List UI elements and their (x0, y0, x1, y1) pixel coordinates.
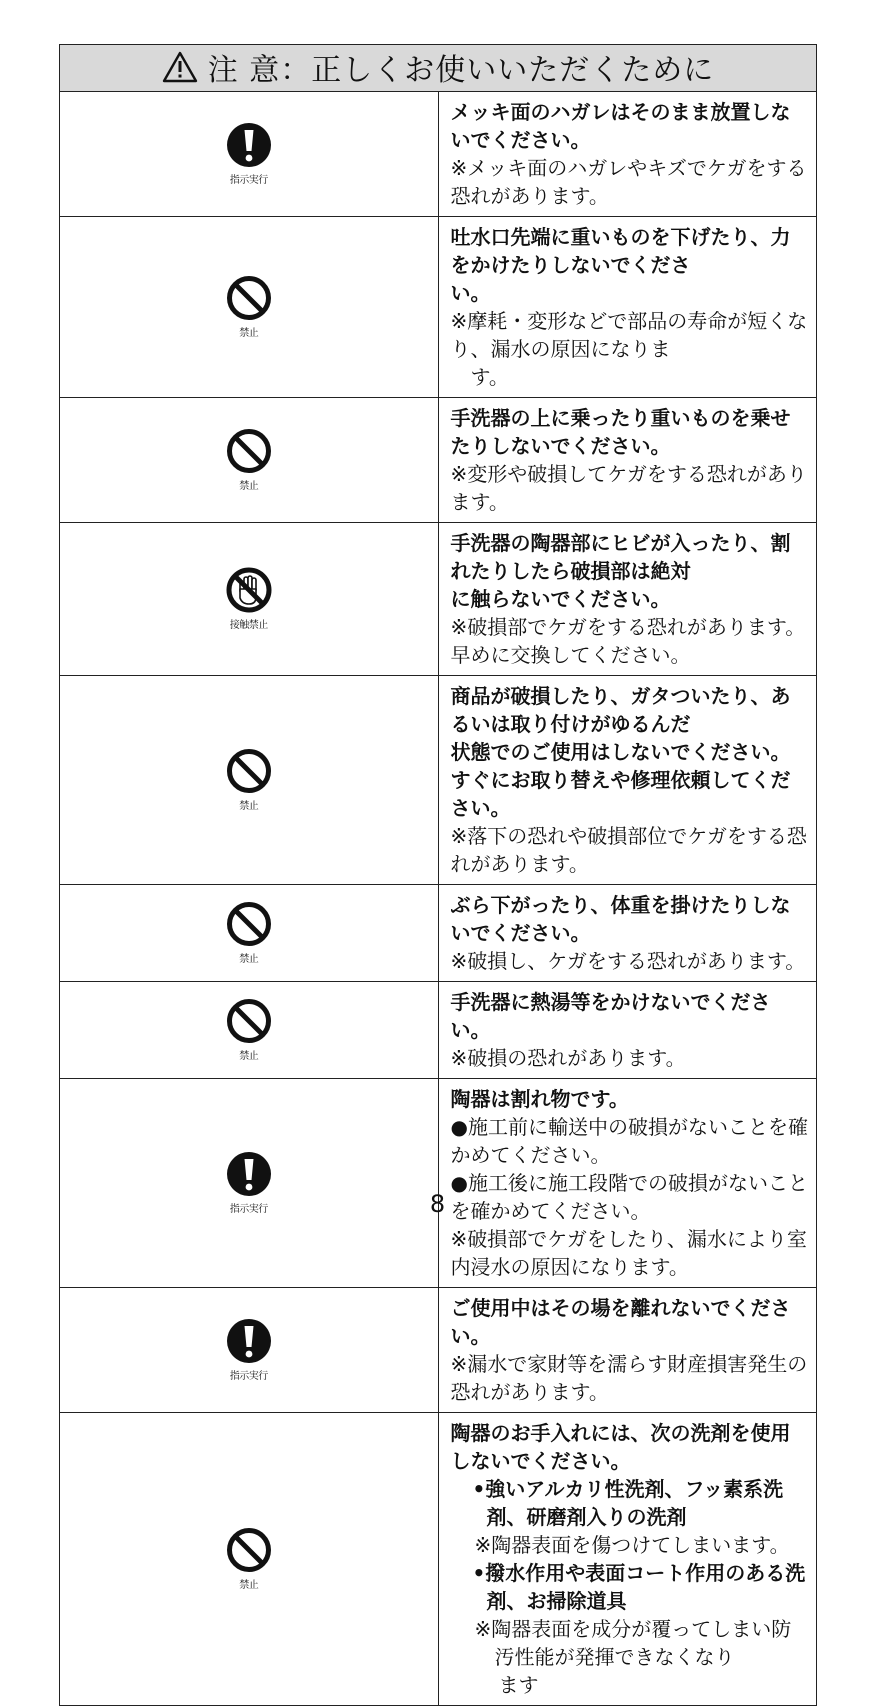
caution-row (60, 1288, 817, 1413)
warning-line: すぐにお取り替えや修理依頼してください。 (450, 768, 791, 820)
warning-line: 商品が破損したり、ガタついたり、あるいは取り付けがゆるんだ (450, 684, 791, 736)
icon-group (60, 748, 438, 812)
icon-label: 指示実行 (229, 1204, 268, 1215)
icon-cell (60, 676, 439, 885)
note-line: ※摩耗・変形などで部品の寿命が短くなり、漏水の原因になりま (450, 309, 808, 361)
detergent-note: ※陶器表面を成分が覆ってしまい防汚性能が発揮できなくなり (474, 1617, 792, 1669)
icon-cell (60, 885, 439, 982)
caution-row (60, 982, 817, 1079)
caution-row (60, 523, 817, 676)
prohibition-icon (226, 428, 272, 474)
icon-group (60, 1318, 438, 1382)
icon-label: 禁止 (239, 954, 259, 965)
detergent-note: ます (498, 1673, 539, 1697)
note-line: ※メッキ面のハガレやキズでケガをする恐れがあります。 (450, 156, 807, 208)
caution-sheet (59, 44, 817, 1706)
note-line: ●施工後に施工段階での破損がないことを確かめてください。 (450, 1171, 808, 1223)
icon-group (60, 275, 438, 339)
note-line: ※破損し、ケガをする恐れがあります。 (450, 949, 806, 973)
note-line: ※変形や破損してケガをする恐れがあります。 (450, 462, 807, 514)
icon-label: 禁止 (239, 328, 259, 339)
icon-label: 禁止 (239, 801, 259, 812)
caution-text-cell (438, 1288, 817, 1413)
icon-group (60, 428, 438, 492)
icon-cell (60, 217, 439, 398)
warning-line: 吐水口先端に重いものを下げたり、力をかけたりしないでくださ (450, 225, 791, 277)
icon-cell (60, 92, 439, 217)
icon-cell (60, 982, 439, 1079)
warning-line: メッキ面のハガレはそのまま放置しないでください。 (450, 100, 791, 152)
page-number: 8 (429, 1190, 446, 1218)
icon-group (60, 901, 438, 965)
caution-row (60, 217, 817, 398)
icon-cell (60, 1079, 439, 1288)
caution-text-cell (438, 92, 817, 217)
caution-row (60, 1079, 817, 1288)
caution-title: 注 意：正しくお使いいただくために (207, 53, 715, 88)
icon-label: 禁止 (239, 481, 259, 492)
caution-text-cell (438, 398, 817, 523)
caution-row (60, 1413, 817, 1706)
caution-table (59, 44, 817, 1706)
detergent-item: •撥水作用や表面コート作用のある洗剤、お掃除道具 (472, 1561, 806, 1613)
note-line: ※漏水で家財等を濡らす財産損害発生の恐れがあります。 (450, 1352, 808, 1404)
icon-label: 指示実行 (229, 1371, 268, 1382)
no-touch-icon (226, 567, 272, 613)
caution-text-cell (438, 1413, 817, 1706)
prohibition-icon (226, 748, 272, 794)
prohibition-icon (226, 901, 272, 947)
exclamation-mandatory-icon (226, 122, 272, 168)
note-line: ●施工前に輸送中の破損がないことを確かめてください。 (450, 1115, 808, 1167)
icon-group (60, 998, 438, 1062)
icon-group (60, 567, 438, 631)
note-line: ※落下の恐れや破損部位でケガをする恐れがあります。 (450, 824, 807, 876)
caution-row (60, 676, 817, 885)
icon-label: 禁止 (239, 1051, 259, 1062)
icon-group (60, 122, 438, 186)
warning-line: 状態でのご使用はしないでください。 (450, 740, 791, 764)
note-line: す。 (470, 365, 509, 389)
exclamation-mandatory-icon (226, 1318, 272, 1364)
detergent-item: •強いアルカリ性洗剤、フッ素系洗剤、研磨剤入りの洗剤 (472, 1477, 784, 1529)
warning-line: 手洗器に熱湯等をかけないでください。 (450, 990, 771, 1042)
warning-line: ぶら下がったり、体重を掛けたりしないでください。 (450, 893, 791, 945)
icon-label: 指示実行 (229, 175, 268, 186)
icon-cell (60, 523, 439, 676)
warning-line: 陶器は割れ物です。 (450, 1087, 629, 1111)
prohibition-icon (226, 275, 272, 321)
caution-header (60, 45, 817, 92)
caution-row (60, 92, 817, 217)
warning-line: ご使用中はその場を離れないでください。 (450, 1296, 791, 1348)
caution-text-cell (438, 885, 817, 982)
prohibition-icon (226, 998, 272, 1044)
caution-text-cell (438, 982, 817, 1079)
note-line: ※破損部でケガをする恐れがあります。早めに交換してください。 (450, 615, 806, 667)
icon-cell (60, 1288, 439, 1413)
caution-text-cell (438, 676, 817, 885)
caution-rows (60, 92, 817, 1706)
warning-line: 陶器のお手入れには、次の洗剤を使用しないでください。 (450, 1421, 791, 1473)
warning-line: に触らないでください。 (450, 587, 671, 611)
icon-group (60, 1527, 438, 1591)
icon-cell (60, 1413, 439, 1706)
icon-cell (60, 398, 439, 523)
caution-row (60, 398, 817, 523)
caution-row (60, 885, 817, 982)
warning-line: い。 (450, 281, 491, 305)
caution-text-cell (438, 523, 817, 676)
note-line: ※破損部でケガをしたり、漏水により室内浸水の原因になります。 (450, 1227, 807, 1279)
caution-text-cell (438, 1079, 817, 1288)
warning-triangle-icon (162, 51, 198, 83)
prohibition-icon (226, 1527, 272, 1573)
caution-text-cell (438, 217, 817, 398)
icon-label: 接触禁止 (229, 620, 268, 631)
detergent-note: ※陶器表面を傷つけてしまいます。 (474, 1533, 790, 1557)
icon-label: 禁止 (239, 1580, 259, 1591)
note-line: ※破損の恐れがあります。 (450, 1046, 686, 1070)
warning-line: 手洗器の陶器部にヒビが入ったり、割れたりしたら破損部は絶対 (450, 531, 791, 583)
warning-line: 手洗器の上に乗ったり重いものを乗せたりしないでください。 (450, 406, 791, 458)
